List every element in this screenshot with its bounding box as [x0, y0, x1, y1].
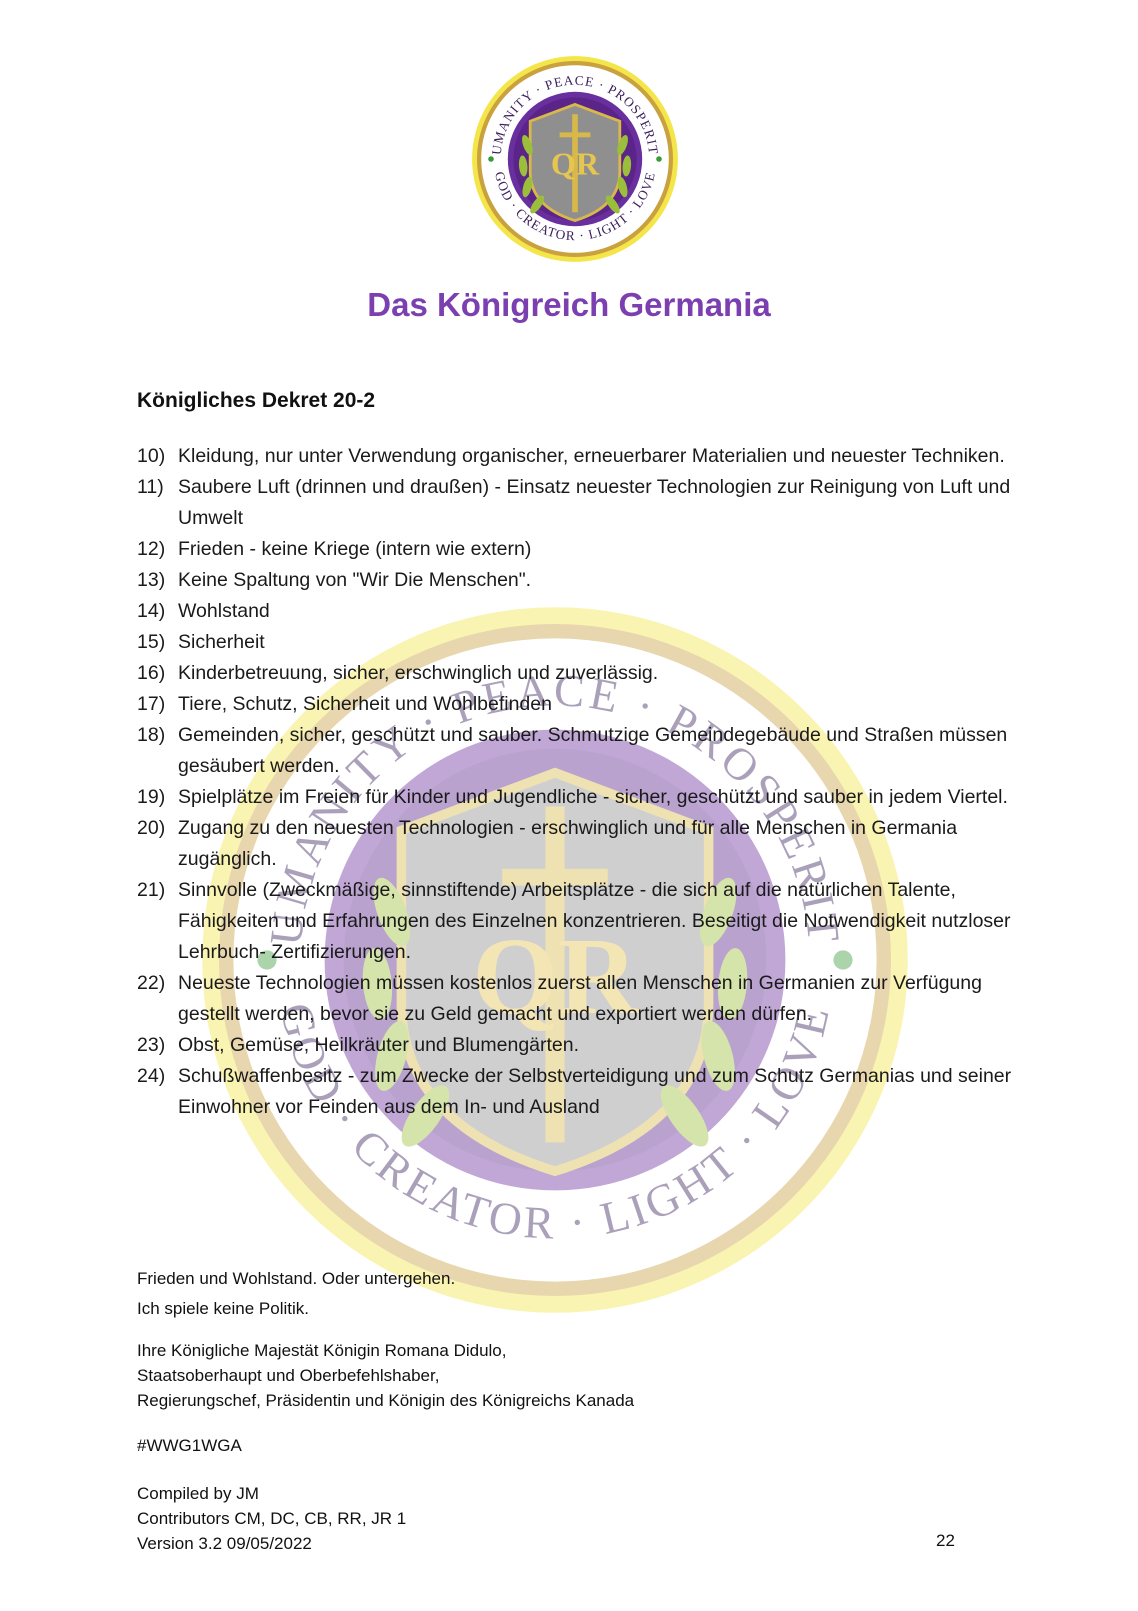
decree-item-text: Wohlstand [178, 600, 270, 622]
decree-item [137, 1030, 1017, 1061]
signature-line: Staatsoberhaupt und Oberbefehlshaber, [137, 1366, 440, 1385]
decree-item-text: Saubere Luft (drinnen und draußen) - Einsatz neuester Technologien zur Reinigung von Luft und Umwelt [178, 476, 1011, 529]
decree-item-text: Spielplätze im Freien für Kinder und Jugendliche - sicher, geschützt und sauber in jedem Viertel. [178, 786, 1008, 808]
decree-item-number: 24) [137, 1065, 166, 1087]
decree-item [137, 534, 1017, 565]
closing-line: Frieden und Wohlstand. Oder untergehen. [137, 1269, 456, 1288]
decree-item-text: Frieden - keine Kriege (intern wie extern) [178, 538, 532, 560]
decree-item-number: 15) [137, 631, 166, 653]
decree-item-number: 13) [137, 569, 166, 591]
closing-line: Ich spiele keine Politik. [137, 1299, 309, 1318]
decree-item-text: Neueste Technologien müssen kostenlos zuerst allen Menschen in Germanien zur Verfügung gestellt werden, bevor sie zu Geld gemacht und exportiert werden dürfen. [178, 972, 982, 1025]
page-title: Das Königreich Germania [367, 286, 771, 323]
decree-item-number: 11) [137, 476, 164, 498]
decree-item-number: 21) [137, 879, 166, 901]
decree-item [137, 441, 1017, 472]
decree-item [137, 813, 1017, 875]
royal-seal-logo [470, 54, 680, 264]
decree-item [137, 782, 1017, 813]
decree-heading: Königliches Dekret 20-2 [137, 389, 376, 412]
credits-contributors: Contributors CM, DC, CB, RR, JR 1 [137, 1509, 407, 1528]
hashtag: #WWG1WGA [137, 1436, 242, 1455]
decree-item [137, 627, 1017, 658]
decree-item [137, 596, 1017, 627]
decree-item-text: Kinderbetreuung, sicher, erschwinglich und zuverlässig. [178, 662, 659, 684]
decree-item-number: 14) [137, 600, 166, 622]
decree-item-number: 20) [137, 817, 166, 839]
decree-item [137, 720, 1017, 782]
decree-item [137, 689, 1017, 720]
decree-item-number: 22) [137, 972, 166, 994]
decree-item-number: 16) [137, 662, 166, 684]
credits-version: Version 3.2 09/05/2022 [137, 1534, 312, 1553]
decree-item [137, 968, 1017, 1030]
credits-compiled: Compiled by JM [137, 1484, 259, 1503]
closing-statement [137, 1266, 455, 1326]
decree-item-text: Obst, Gemüse, Heilkräuter und Blumengärten. [178, 1034, 580, 1056]
decree-item [137, 565, 1017, 596]
decree-item-text: Kleidung, nur unter Verwendung organischer, erneuerbarer Materialien und neuester Techniken. [178, 445, 1005, 467]
decree-item [137, 472, 1017, 534]
signature-line: Regierungschef, Präsidentin und Königin des Königreichs Kanada [137, 1391, 635, 1410]
signature-line: Ihre Königliche Majestät Königin Romana Didulo, [137, 1341, 507, 1360]
decree-item-number: 19) [137, 786, 166, 808]
decree-item-text: Sicherheit [178, 631, 265, 653]
decree-item-text: Gemeinden, sicher, geschützt und sauber. Schmutzige Gemeindegebäude und Straßen müssen gesäubert werden. [178, 724, 1008, 777]
decree-item-number: 23) [137, 1034, 166, 1056]
page-number: 22 [936, 1531, 955, 1550]
decree-item-text: Zugang zu den neuesten Technologien - erschwinglich und für alle Menschen in Germania zugänglich. [178, 817, 958, 870]
decree-item-text: Sinnvolle (Zweckmäßige, sinnstiftende) Arbeitsplätze - die sich auf die natürlichen Talente, Fähigkeiten und Erfahrungen des Einzelnen konzentrieren. Beseitigt die Notwendigkeit nutzloser Lehrbuch- Zertifizierungen. [178, 879, 1011, 963]
decree-item [137, 1061, 1017, 1123]
decree-item-number: 12) [137, 538, 166, 560]
credits-block [137, 1481, 406, 1556]
decree-item-text: Keine Spaltung von "Wir Die Menschen". [178, 569, 532, 591]
signature-block [137, 1338, 634, 1413]
decree-item-number: 17) [137, 693, 166, 715]
decree-item-text: Schußwaffenbesitz - zum Zwecke der Selbstverteidigung und zum Schutz Germanias und seiner Einwohner vor Feinden aus dem In- und Ausland [178, 1065, 1012, 1118]
decree-list [137, 441, 1017, 1123]
decree-item-text: Tiere, Schutz, Sicherheit und Wohlbefinden [178, 693, 552, 715]
decree-item-number: 10) [137, 445, 166, 467]
decree-item [137, 658, 1017, 689]
decree-item-number: 18) [137, 724, 166, 746]
decree-item [137, 875, 1017, 968]
